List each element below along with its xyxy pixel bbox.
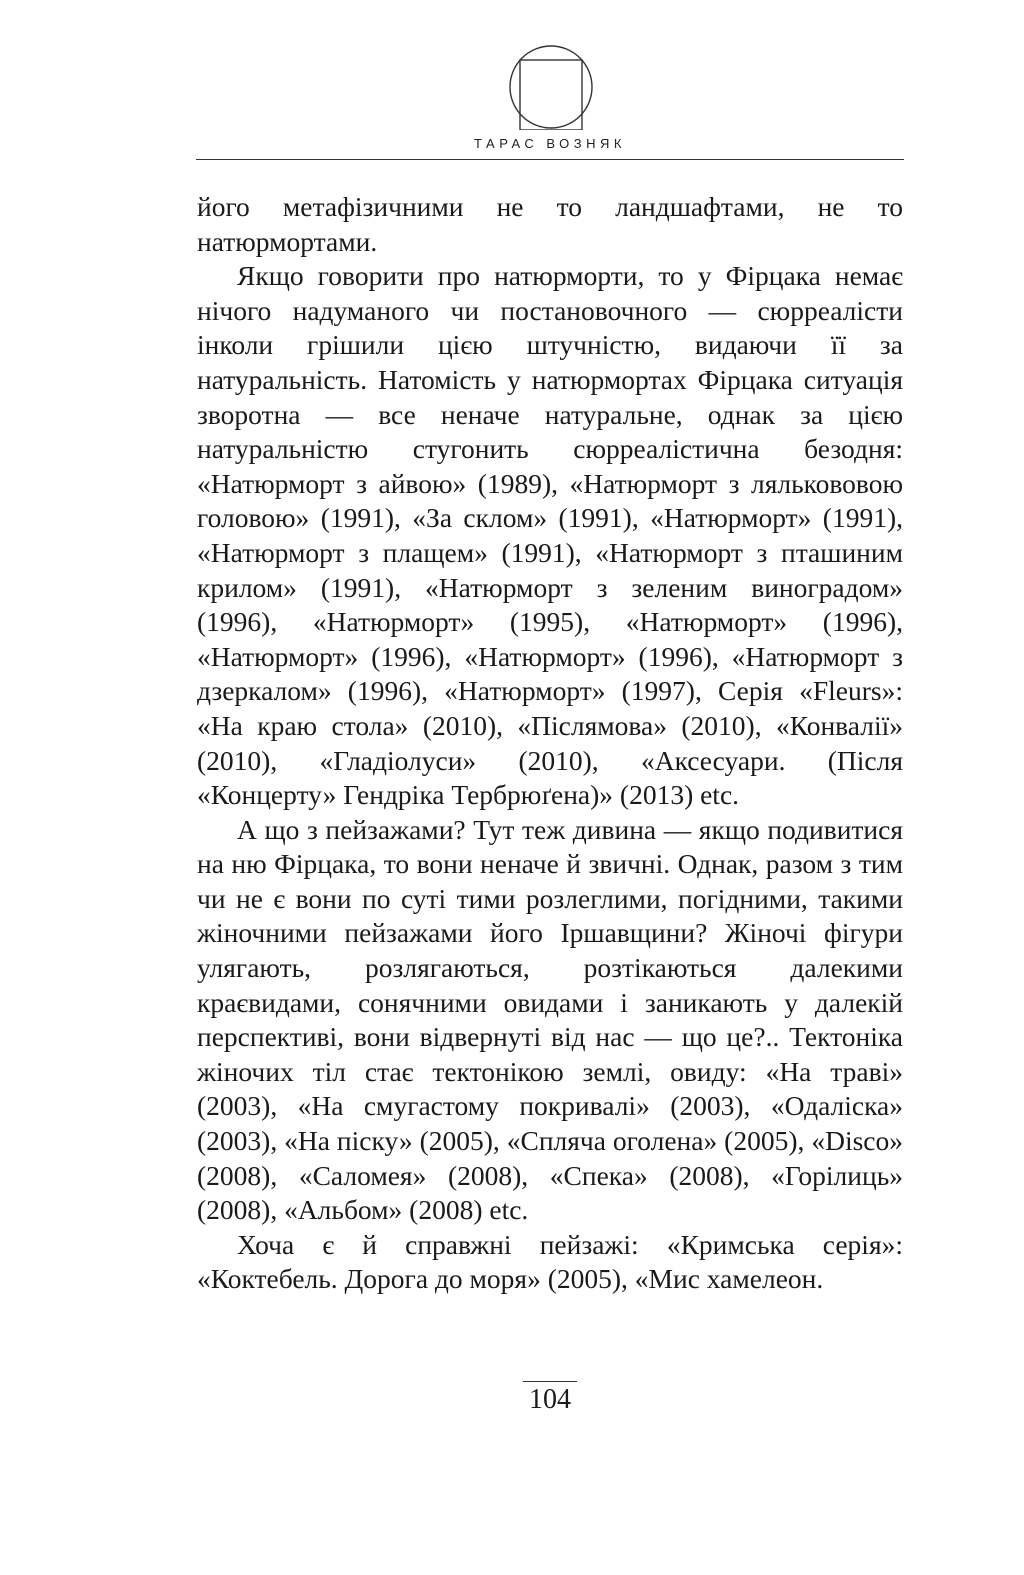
paragraph-4: Хоча є й справжні пейзажі: «Кримська серія»: «Коктебель. Дорога до моря» (2005), «Мис хамелеон. [197,1228,903,1295]
page-number [196,1384,904,1416]
paragraph-3: А що з пейзажами? Тут теж дивина — якщо подивитися на ню Фірцака, то вони неначе й звичні. Однак, разом з тим чи не є вони по суті тими розлеглими, погідними, такими жіночними пейзажами його Іршавщини? Жіночі фігури улягають, розлягаються, розтікаються далекими краєвидами, сонячними овидами і заникають у далекій перспективі, вони відвернуті від нас — що це?.. Тектоніка жіночих тіл стає тектонікою землі, овиду: «На траві» (2003), «На смугастому покривалі» (2003), «Одаліска» (2003), «На піску» (2005), «Спляча оголена» (2005), «Disco» (2008), «Саломея» (2008), «Спека» (2008), «Горілиць» (2008), «Альбом» (2008) etc. [197,813,903,1226]
paragraph-2: Якщо говорити про натюрморти, то у Фірцака немає нічого надуманого чи постановочного — сюрреалісти інколи грішили цією штучністю, видаючи її за натуральність. Натомість у натюрмортах Фірцака ситуація зворотна — все неначе натуральне, однак за цією натуральністю стугонить сюрреалістична безодня: «Натюрморт з айвою» (1989), «Натюрморт з лялькововою головою» (1991), «За склом» (1991), «Натюрморт» (1991), «Натюрморт з плащем» (1991), «Натюрморт з пташиним крилом» (1991), «Натюрморт з зеленим виноградом» (1996), «Натюрморт» (1995), «Натюрморт» (1996), «Натюрморт» (1996), «Натюрморт» (1996), «Натюрморт з дзеркалом» (1996), «Натюрморт» (1997), Серія «Fleurs»: «На краю стола» (2010), «Післямова» (2010), «Конвалії» (2010), «Гладіолуси» (2010), «Аксесуари. (Після «Концерту» Гендріка Тербрюґена)» (2013) etc. [197,260,903,811]
body-text [197,190,903,1297]
header-rule [196,159,904,160]
running-header-title: ТАРАС ВОЗНЯК [474,136,626,151]
paragraph-1: його метафізичними не то ландшафтами, не то натюрмортами. [197,191,903,257]
circle-square-logo-icon [508,44,594,130]
page-number-value: 104 [523,1381,577,1415]
